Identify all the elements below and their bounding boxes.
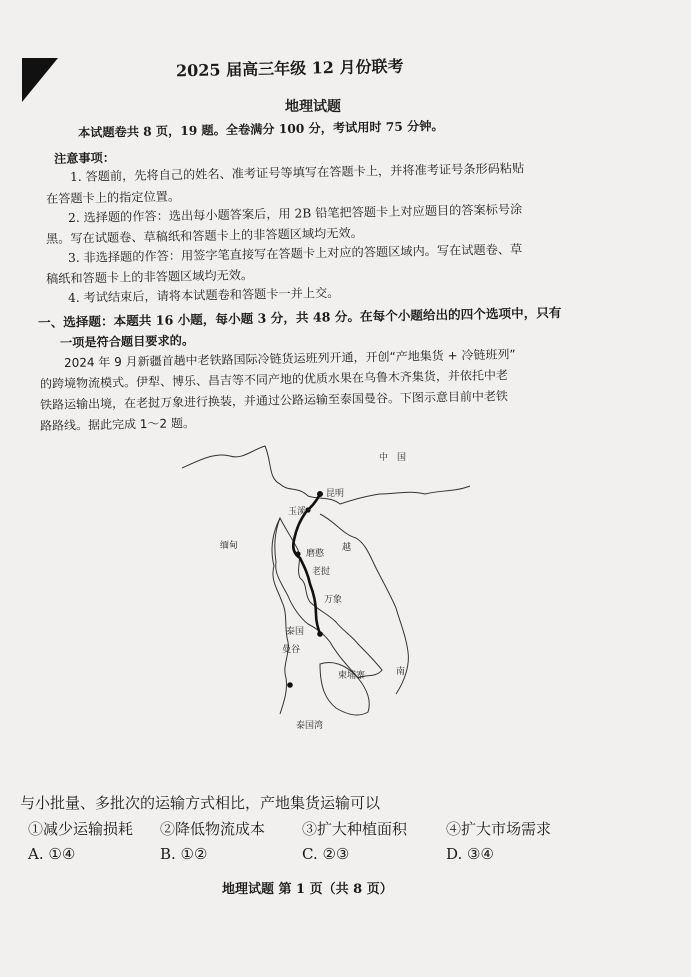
page-footer: 地理试题 第 1 页（共 8 页） — [222, 882, 393, 897]
choice-b[interactable]: B. ①② — [160, 845, 208, 863]
label-gulf: 泰国湾 — [296, 721, 324, 731]
passage-line-2: 的跨境物流模式。伊犁、博乐、昌吉等不同产地的优质水果在乌鲁木齐集货，并依托中老 — [39, 368, 509, 391]
notice-line-7: 4. 考试结束后，请将本试题卷和答题卡一并上交。 — [67, 285, 340, 305]
notice-line-5: 3. 非选择题的作答：用签字笔直接写在答题卡上对应的答题区域内。写在试题卷、草 — [67, 242, 523, 265]
choice-c[interactable]: C. ②③ — [302, 845, 350, 863]
vientiane-dot — [317, 631, 323, 637]
label-myanmar: 缅甸 — [220, 541, 239, 551]
notice-line-2: 在答题卡上的指定位置。 — [45, 189, 181, 206]
passage-line-4: 路路线。据此完成 1～2 题。 — [39, 416, 196, 433]
yuxi-dot — [305, 507, 310, 512]
exam-title: 2025 届高三年级 12 月份联考 — [175, 56, 404, 81]
corner-registration-mark — [22, 58, 58, 102]
statement-2: ②降低物流成本 — [160, 820, 266, 838]
statement-4: ④扩大市场需求 — [446, 820, 552, 838]
exam-intro: 本试题卷共 8 页，19 题。全卷满分 100 分，考试用时 75 分钟。 — [77, 118, 444, 140]
statement-1: ①减少运输损耗 — [28, 820, 134, 838]
notice-line-1: 1. 答题前，先将自己的姓名、准考证号等填写在答题卡上，并将准考证号条形码粘贴 — [69, 161, 525, 184]
kunming-dot — [317, 491, 323, 497]
notice-line-3: 2. 选择题的作答：选出每小题答案后，用 2B 铅笔把答题卡上对应题目的答案标号涂 — [67, 202, 523, 225]
label-bangkok: 曼谷 — [282, 645, 301, 655]
notice-line-6: 稿纸和答题卡上的非答题区域均无效。 — [45, 268, 254, 286]
label-vietnam: 越 — [342, 543, 352, 553]
label-kunming: 昆明 — [326, 489, 345, 499]
mohan-dot — [295, 551, 300, 556]
label-yuxi: 玉溪 — [288, 507, 307, 517]
section-heading: 一、选择题：本题共 16 小题，每小题 3 分，共 48 分。在每个小题给出的四个选项中，只有 — [37, 304, 562, 330]
label-laos: 老挝 — [312, 567, 331, 577]
notice-heading: 注意事项： — [53, 150, 116, 166]
choice-d[interactable]: D. ③④ — [446, 845, 494, 863]
passage-line-1: 2024 年 9 月新疆首趟中老铁路国际冷链货运班列开通，开创“产地集货 + 冷链班列” — [63, 347, 516, 370]
label-china: 中 国 — [379, 453, 407, 463]
notice-line-4: 黑。写在试题卷、草稿纸和答题卡上的非答题区域均无效。 — [45, 225, 363, 246]
section-heading-cont: 一项是符合题目要求的。 — [59, 333, 195, 350]
label-cambodia: 柬埔寨 — [338, 671, 366, 681]
statement-3: ③扩大种植面积 — [302, 820, 408, 838]
label-south: 南 — [396, 667, 406, 677]
passage-line-3: 铁路运输出境，在老挝万象进行换装，并通过公路运输至泰国曼谷。下图示意目前中老铁 — [39, 389, 509, 412]
question-stem: 与小批量、多批次的运输方式相比，产地集货运输可以 — [20, 794, 381, 812]
label-thailand: 泰国 — [286, 627, 305, 637]
railway-route-map — [170, 438, 500, 743]
label-vientiane: 万象 — [324, 595, 343, 605]
choice-a[interactable]: A. ①④ — [28, 845, 76, 863]
exam-subject: 地理试题 — [285, 99, 341, 115]
label-mohan: 磨憨 — [306, 549, 325, 559]
bangkok-dot — [287, 682, 293, 688]
